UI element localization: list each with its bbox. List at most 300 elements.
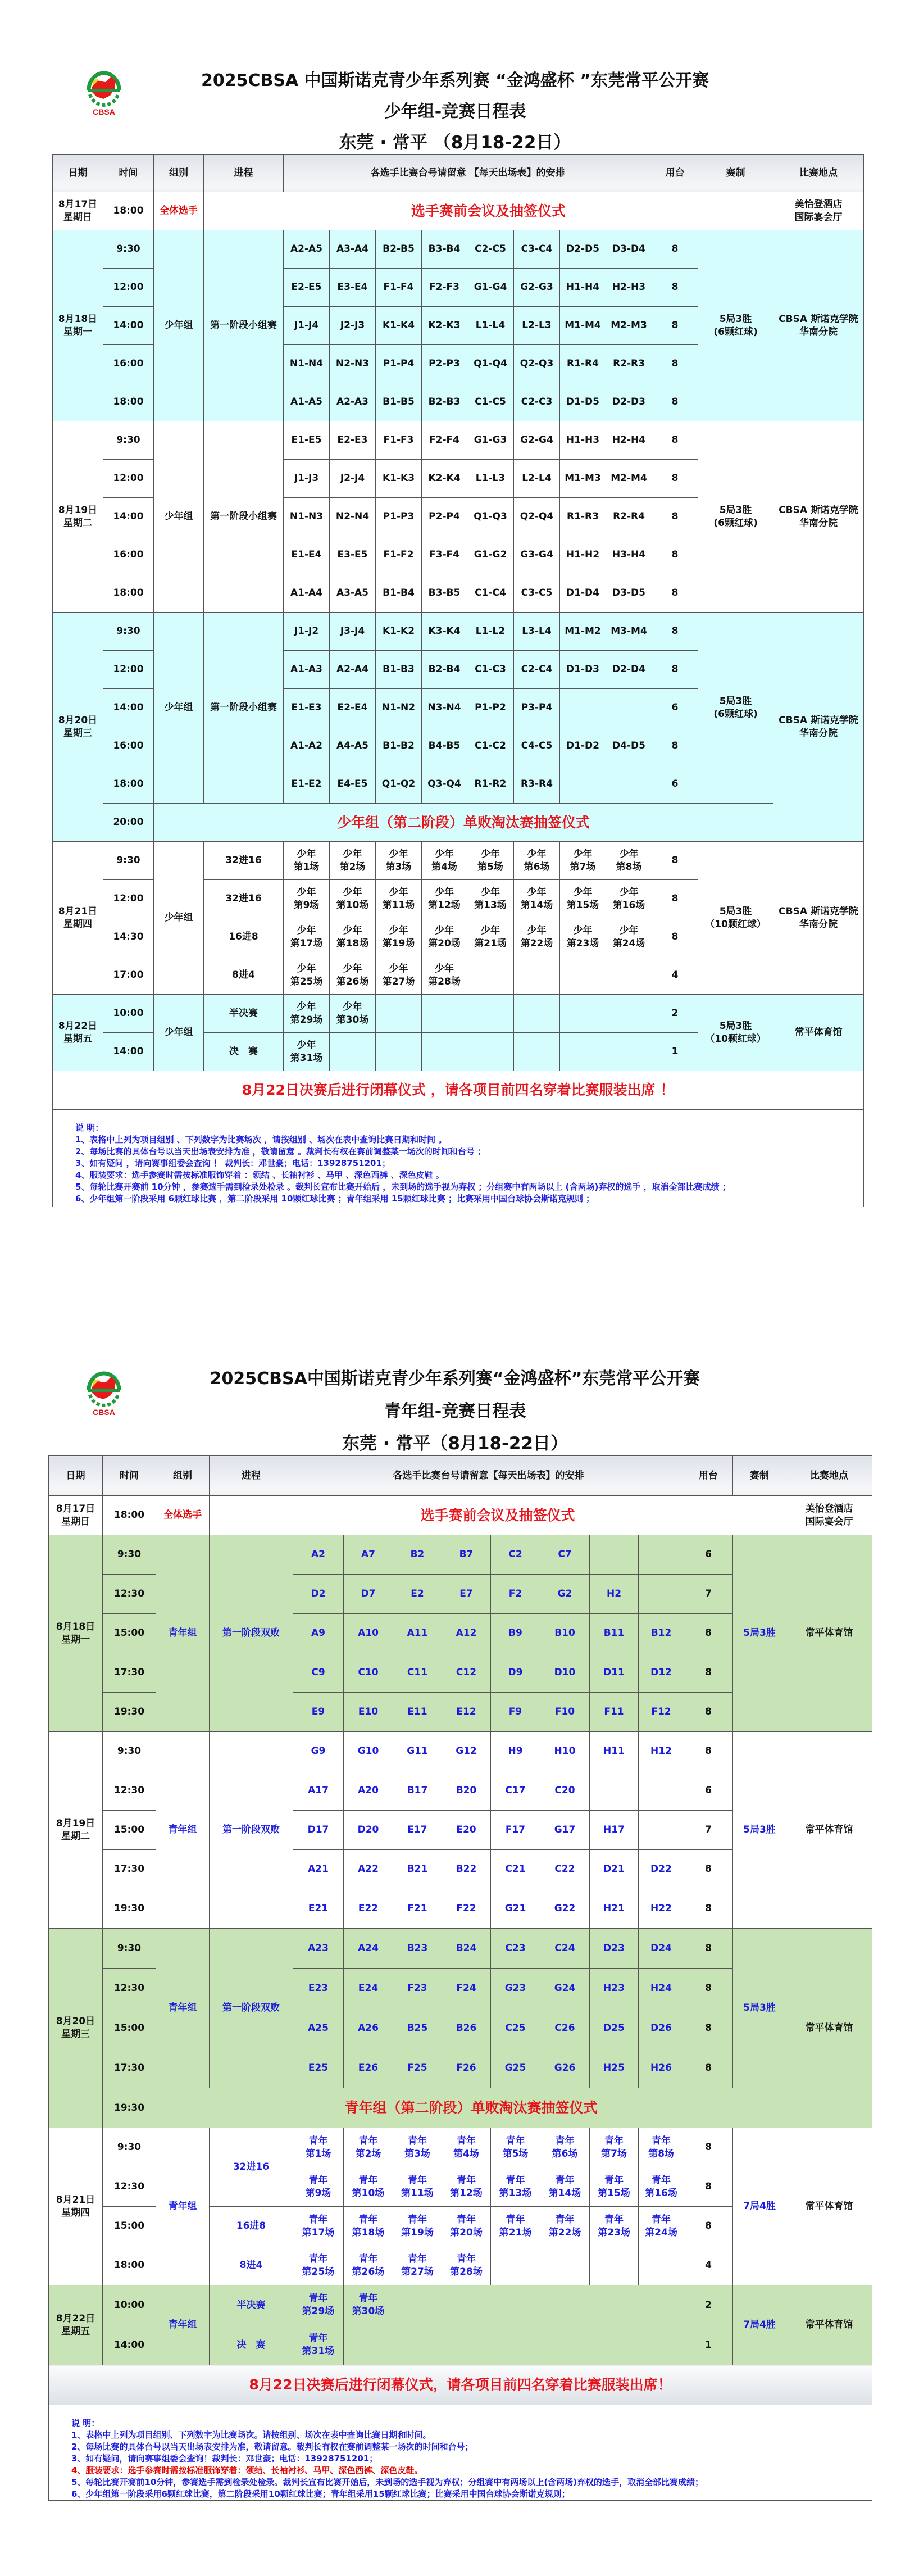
schedule-subtitle: 少年组-竞赛日程表 [384,102,526,121]
match-cell [442,1653,491,1693]
match-cell [344,1732,393,1771]
match-label: D3-D5 [612,587,645,599]
match-cell [376,345,422,383]
session-time: 17:00 [103,956,154,995]
match-cell [422,956,467,995]
match-label: H3-H4 [612,549,646,561]
session-time: 9:30 [103,1732,156,1771]
match-label: E1-E5 [291,434,322,446]
match-cell [606,269,652,307]
match-cell [639,1850,684,1889]
match-cell [560,460,606,498]
match-cell [330,765,376,804]
match-cell [344,1693,393,1732]
match-cell-empty [560,765,606,804]
match-label: F2 [508,1588,522,1600]
match-cell [393,2246,442,2285]
match-format [698,842,774,995]
match-label: B10 [554,1627,575,1639]
match-cell [442,1535,491,1575]
match-cell [284,574,330,613]
tables-used: 8 [652,230,698,269]
match-label: C17 [505,1785,526,1797]
match-label: Q2-Q3 [520,358,554,370]
match-label: F24 [456,1982,476,1994]
match-label: H9 [508,1745,523,1757]
session-time: 18:00 [103,2246,156,2285]
column-header-date: 日期 [53,155,103,192]
day-date-line: 8月19日 [56,1817,95,1829]
match-cell-empty [540,2246,590,2285]
match-label: L3-L4 [522,625,552,637]
tables-used: 7 [684,1575,733,1614]
match-cell [442,2167,491,2207]
group-name: 少年组 [154,995,204,1071]
match-label: G2-G3 [520,282,553,293]
match-label: J3-J4 [340,625,365,637]
notes-box [53,1110,864,1207]
match-cell [293,1889,344,1929]
match-cell [467,765,514,804]
closing-ceremony-notice: 8月22日决赛后进行闭幕仪式，请各项目前四名穿着比赛服装出席！ [49,2365,872,2405]
match-label: E2-E3 [337,434,368,446]
match-cell-empty [606,765,652,804]
day-date [53,995,103,1071]
match-label: C22 [554,1863,575,1875]
day-date [49,2128,103,2285]
match-label: F23 [407,1982,427,1994]
stage-name: 8进4 [204,956,284,995]
match-cell [393,1535,442,1575]
match-cell-empty [560,689,606,727]
match-label: B9 [508,1627,522,1639]
match-label: B3-B4 [428,243,461,255]
match-label: A1-A5 [290,396,323,408]
group-name: 青年组 [156,2285,210,2365]
match-label: E25 [308,2062,329,2074]
match-cell [344,2285,393,2325]
page-title: 2025CBSA 中国斯诺克青少年系列赛 “金鸿盛杯 ”东莞常平公开赛 [201,71,709,90]
tables-used: 8 [652,727,698,765]
match-cell [284,269,330,307]
match-cell [393,1850,442,1889]
match-cell [491,2207,540,2246]
notes-box [49,2405,872,2501]
match-cell [639,1889,684,1929]
match-cell [540,1811,590,1850]
match-format [698,995,774,1071]
svg-text:CBSA: CBSA [93,107,115,116]
match-label: F3-F4 [429,549,459,561]
venue-name-line: 华南分院 [799,326,838,338]
match-label: E3-E4 [337,282,368,293]
match-format-line: 5局3胜 [719,905,752,917]
match-label: P3-P4 [521,702,553,714]
match-cell [293,1575,344,1614]
match-label: 青年 [604,2174,624,2186]
match-label: F25 [407,2062,427,2074]
match-cell [590,1850,639,1889]
match-cell [590,1929,639,1969]
match-format-line: 5局3胜 [743,2002,776,2014]
tables-used: 8 [684,1693,733,1732]
match-label: E23 [308,1982,329,1994]
match-cell [284,956,330,995]
match-label: 第25场 [302,2266,335,2278]
match-format-line: 5局3胜 [743,1627,776,1639]
match-label: 第11场 [382,899,415,911]
tables-used: 8 [684,2207,733,2246]
match-cell [330,498,376,536]
match-label: D21 [603,1863,625,1875]
match-label: P1-P4 [383,358,415,370]
match-cell [560,498,606,536]
match-cell [376,956,422,995]
match-cell [540,1732,590,1771]
match-label: J1-J4 [294,320,319,332]
schedule-row [53,230,864,269]
tables-used: 8 [652,307,698,345]
match-label: 第18场 [352,2226,385,2238]
tables-used: 2 [684,2285,733,2325]
match-label: E2 [411,1588,424,1600]
match-label: B2-B3 [428,396,461,408]
match-label: 青年 [408,2135,427,2147]
tables-used: 8 [652,460,698,498]
note-line: 3、如有疑问，请向赛事组委会查询！裁判长：邓世豪；电话：13928751201； [71,2453,378,2464]
stage-name: 决 赛 [204,1033,284,1071]
match-cell [442,2207,491,2246]
match-label: J1-J2 [294,625,319,637]
match-label: D3-D4 [612,243,645,255]
opening-event: 选手赛前会议及抽签仪式 [210,1496,786,1535]
closing-row [53,1071,864,1110]
opening-date-line: 星期日 [63,211,92,223]
match-cell [442,1614,491,1653]
match-label: 第5场 [477,861,503,873]
match-label: 少年 [389,924,408,936]
note-line: 2、每场比赛的具体台号以当天出场表安排为准，敬请留意。裁判长有权在赛前调整某一场次的时间和台号； [71,2442,474,2452]
match-cell [560,383,606,421]
tables-used: 8 [684,1653,733,1693]
match-cell [442,1575,491,1614]
match-cell [284,1033,330,1071]
tables-used: 6 [684,1771,733,1811]
venue-name-line: CBSA 斯诺克学院 [779,714,858,726]
match-cell [606,498,652,536]
match-label: C2-C4 [521,664,553,675]
match-label: B2-B5 [383,243,415,255]
match-cell-empty [590,2246,639,2285]
match-label: D2-D3 [612,396,645,408]
match-label: 第29场 [290,1014,323,1026]
match-label: 第21场 [499,2226,532,2238]
match-cell [491,1850,540,1889]
match-cell-empty [606,995,652,1033]
match-cell [330,269,376,307]
match-cell [344,1811,393,1850]
match-label: 少年 [389,848,408,860]
stage-name: 第一阶段双败 [210,1535,293,1732]
match-label: B1-B3 [383,664,415,675]
match-cell [376,383,422,421]
match-label: F21 [407,1903,427,1915]
match-cell [467,880,514,918]
match-cell [284,345,330,383]
match-cell [590,1614,639,1653]
match-cell [514,689,560,727]
match-cell [330,995,376,1033]
match-label: Q2-Q4 [520,511,554,523]
match-label: C7 [558,1549,572,1561]
match-label: E2-E5 [291,282,322,293]
match-label: Q1-Q3 [474,511,507,523]
tables-used: 6 [652,689,698,727]
match-label: 青年 [457,2135,476,2147]
match-cell [293,2246,344,2285]
match-label: D24 [650,1942,672,1954]
match-cell [606,345,652,383]
match-label: 少年 [435,886,454,898]
match-cell [514,918,560,956]
match-cell [422,421,467,460]
opening-venue [786,1496,872,1535]
schedule-table [52,154,864,1207]
page-title: 2025CBSA中国斯诺克青少年系列赛“金鸿盛杯”东莞常平公开赛 [210,1369,700,1389]
match-label: A4-A5 [336,740,369,752]
match-label: D1-D5 [566,396,599,408]
match-label: 青年 [308,2174,328,2186]
match-format-line: 5局3胜 [719,313,752,325]
match-label: G1-G4 [474,282,507,293]
match-label: D23 [603,1942,625,1954]
match-label: A17 [308,1785,329,1797]
match-cell [491,1614,540,1653]
venue-name-line: 常平体育馆 [805,2319,853,2331]
match-label: 第10场 [352,2187,385,2199]
match-label: 青年 [506,2214,525,2225]
note-line: 2、每场比赛的具体台号以当天出场表安排为准 ，敬请留意 。裁判长有权在赛前调整某一场次的时间和台号 ； [75,1146,486,1157]
match-cell [590,2207,639,2246]
match-cell-empty [491,2246,540,2285]
match-format [698,613,774,804]
match-label: 青年 [506,2174,525,2186]
match-cell [330,842,376,880]
tables-used: 4 [652,956,698,995]
match-cell [540,1575,590,1614]
match-cell [540,2207,590,2246]
match-label: 第24场 [612,937,645,949]
match-cell [560,651,606,689]
match-label: 第15场 [566,899,599,911]
match-label: D9 [508,1667,523,1679]
match-label: 少年 [527,848,547,860]
match-cell [422,498,467,536]
match-format [733,2285,786,2365]
match-label: 第25场 [290,976,323,987]
session-time: 14:00 [103,498,154,536]
match-cell [639,1732,684,1771]
session-time: 9:30 [103,842,154,880]
match-label: D25 [603,2022,625,2034]
match-label: A22 [358,1863,379,1875]
match-label: A1-A4 [290,587,323,599]
match-label: E24 [358,1982,379,1994]
draw-ceremony-row [49,2088,872,2128]
match-label: D22 [650,1863,672,1875]
match-cell [284,880,330,918]
match-label: C25 [505,2022,526,2034]
match-cell [639,1929,684,1969]
match-cell [330,345,376,383]
match-label: E4-E5 [337,778,368,790]
match-format [733,1535,786,1732]
match-cell [393,1732,442,1771]
venue-name [774,230,864,421]
match-label: D12 [650,1667,672,1679]
match-cell-empty [467,956,514,995]
match-cell [491,1771,540,1811]
match-cell [606,842,652,880]
match-cell [540,2008,590,2048]
session-time: 14:00 [103,2325,156,2365]
venue-name [786,1535,872,1732]
match-label: 第29场 [302,2306,335,2317]
match-format-line: (6颗红球) [713,517,758,529]
opening-time: 18:00 [103,1496,156,1535]
tables-used: 8 [684,2167,733,2207]
match-label: Q1-Q4 [474,358,507,370]
match-label: G2 [557,1588,572,1600]
session-time: 10:00 [103,995,154,1033]
match-cell [491,1575,540,1614]
match-cell [330,918,376,956]
match-label: 第1场 [293,861,320,873]
tables-used: 8 [652,613,698,651]
stage-name: 半决赛 [204,995,284,1033]
column-header-stage: 进程 [204,155,284,192]
match-cell [393,1889,442,1929]
match-label: G23 [504,1982,526,1994]
schedule-row [49,1929,872,1969]
match-cell [560,345,606,383]
note-line: 1、表格中上列为项目组别 、下列数字为比赛场次 ，请按组别 、场次在表中查询比赛日期和时间 。 [75,1135,447,1145]
match-cell-empty [467,995,514,1033]
match-label: B1-B5 [383,396,415,408]
venue-name-line: CBSA 斯诺克学院 [779,504,858,516]
match-label: 第2场 [339,861,366,873]
match-cell [330,230,376,269]
match-label: M2-M3 [611,320,647,332]
match-cell [442,1771,491,1811]
match-label: A20 [358,1785,379,1797]
match-cell [330,651,376,689]
match-cell [376,574,422,613]
match-cell [330,727,376,765]
match-cell [344,1889,393,1929]
match-cell [422,307,467,345]
match-label: 少年 [343,963,362,974]
tables-used: 8 [652,651,698,689]
match-label: 少年 [619,886,639,898]
draw-ceremony-text: 少年组（第二阶段）单败淘汰赛抽签仪式 [154,804,774,842]
match-label: 第14场 [520,899,553,911]
schedule-table [48,1455,872,2501]
match-label: A25 [308,2022,329,2034]
tables-used: 8 [652,345,698,383]
match-cell-empty [422,995,467,1033]
match-label: 第17场 [302,2226,335,2238]
match-cell [606,230,652,269]
day-date-line: 8月22日 [58,1020,98,1032]
match-format-line: 5局3胜 [719,695,752,707]
match-cell [422,269,467,307]
match-cell [514,460,560,498]
match-cell [467,269,514,307]
match-label: 少年 [527,886,547,898]
draw-ceremony-text: 青年组（第二阶段）单败淘汰赛抽签仪式 [156,2088,786,2128]
match-label: 少年 [619,924,639,936]
match-cell [344,1614,393,1653]
match-label: C2-C3 [521,396,553,408]
opening-date-line: 8月17日 [58,198,98,210]
match-cell [376,842,422,880]
venue-name-line: 常平体育馆 [805,2022,853,2034]
match-cell [590,1575,639,1614]
match-label: B26 [456,2022,477,2034]
match-cell [393,2048,442,2088]
match-label: 第11场 [401,2187,434,2199]
match-cell [514,498,560,536]
match-cell [514,269,560,307]
match-label: H24 [650,1982,672,1994]
schedule-row [49,2128,872,2167]
note-line: 6、少年组第一阶段采用 6颗红球比赛 ，第二阶段采用 10颗红球比赛 ；青年组采用 15颗红球比赛 ；比赛采用中国台球协会斯诺克规则 ； [75,1194,595,1204]
match-label: G24 [554,1982,576,1994]
header-row [49,1456,872,1496]
match-label: 青年 [308,2253,328,2265]
match-cell [284,460,330,498]
match-label: M1-M3 [565,473,601,484]
match-cell [344,1850,393,1889]
match-cell [393,1614,442,1653]
match-label: 青年 [408,2253,427,2265]
match-cell [284,421,330,460]
match-cell [393,2167,442,2207]
match-label: 少年 [527,924,547,936]
match-label: E9 [311,1706,325,1718]
stage-name: 决 赛 [210,2325,293,2365]
match-cell [560,230,606,269]
match-cell [284,689,330,727]
match-format-line: （10颗红球） [705,1033,766,1045]
match-cell [514,383,560,421]
match-label: G9 [311,1745,326,1757]
match-cell [376,307,422,345]
match-label: 第4场 [453,2148,479,2160]
match-label: A2 [311,1549,325,1561]
match-cell [491,2008,540,2048]
stage-name: 32进16 [204,880,284,918]
day-date-line: 8月18日 [56,1621,95,1632]
match-label: E7 [459,1588,473,1600]
match-label: 第19场 [401,2226,434,2238]
match-label: F11 [604,1706,624,1718]
match-cell [422,842,467,880]
match-label: 第14场 [548,2187,581,2199]
match-label: M2-M4 [611,473,647,484]
session-time: 10:00 [103,2285,156,2325]
